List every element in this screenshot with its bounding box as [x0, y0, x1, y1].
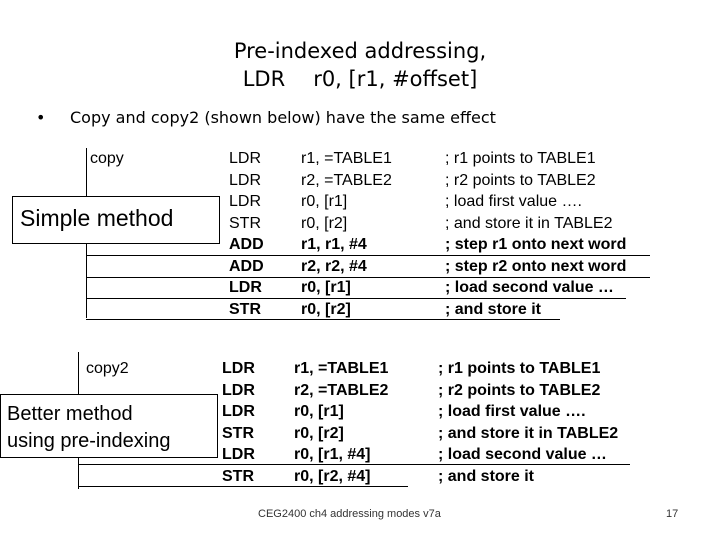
- copy-row-op: STR: [229, 300, 261, 318]
- copy-row-args: r2, r2, #4: [301, 257, 367, 275]
- copy-row-comment: ; load first value ….: [445, 193, 582, 210]
- copy-row-args: r0, [r2]: [301, 214, 348, 232]
- copy2-row-op: STR: [222, 424, 254, 442]
- copy-row-op: ADD: [229, 236, 264, 253]
- copy2-row-comment: ; r2 points to TABLE2: [438, 381, 601, 399]
- copy-row-comment: ; r1 points to TABLE1: [445, 150, 596, 167]
- copy-row-comment: ; r2 points to TABLE2: [445, 171, 596, 189]
- copy-row-comment: ; load second value …: [445, 279, 614, 296]
- bullet-text: Copy and copy2 (shown below) have the same effect: [70, 108, 496, 127]
- page-number: 17: [666, 508, 679, 520]
- footer-text: CEG2400 ch4 addressing modes v7a: [258, 508, 441, 520]
- copy-underline-2: [86, 277, 650, 278]
- copy-label: copy: [90, 150, 124, 167]
- copy-underline-4: [86, 319, 560, 320]
- copy2-row-op: LDR: [222, 360, 255, 377]
- copy-row-args: r1, r1, #4: [301, 236, 367, 253]
- copy-row-op: LDR: [229, 193, 262, 210]
- copy-row-op: LDR: [229, 279, 262, 296]
- copy-row-args: r2, =TABLE2: [301, 171, 392, 189]
- copy2-row-args: r1, =TABLE1: [294, 360, 389, 377]
- copy-row-args: r0, [r1]: [301, 193, 348, 210]
- better-method-label-1: Better method: [7, 403, 133, 425]
- copy2-row-comment: ; r1 points to TABLE1: [438, 360, 601, 377]
- copy2-row-comment: ; load second value …: [438, 446, 607, 463]
- copy2-row-args: r2, =TABLE2: [294, 381, 389, 399]
- copy2-underline-1: [78, 464, 630, 465]
- copy-row-args: r0, [r2]: [301, 300, 351, 318]
- copy2-label: copy2: [86, 360, 129, 377]
- simple-method-box: [12, 196, 220, 244]
- copy2-row-args: r0, [r2, #4]: [294, 467, 371, 485]
- better-method-box: [0, 394, 218, 458]
- copy2-row-comment: ; and store it: [438, 467, 535, 485]
- copy2-row-op: STR: [222, 467, 254, 485]
- copy2-underline-2: [78, 486, 408, 487]
- copy2-row-args: r0, [r1]: [294, 403, 344, 420]
- copy2-row-op: LDR: [222, 446, 255, 463]
- copy-row-op: LDR: [229, 150, 262, 167]
- copy-underline-3: [86, 298, 626, 299]
- simple-method-label: Simple method: [20, 205, 174, 231]
- copy2-row-args: r0, [r2]: [294, 424, 344, 442]
- copy2-row-comment: ; and store it in TABLE2: [438, 424, 619, 442]
- copy-row-comment: ; and store it: [445, 300, 542, 318]
- copy-row-op: LDR: [229, 171, 262, 189]
- copy-row-comment: ; step r2 onto next word: [445, 257, 627, 275]
- slide-title-line1: Pre-indexed addressing,: [233, 39, 487, 63]
- copy-underline-1: [86, 255, 650, 256]
- copy-row-comment: ; step r1 onto next word: [445, 236, 627, 253]
- better-method-label-2: using pre-indexing: [7, 430, 171, 452]
- title-args: r0, [r1, #offset]: [313, 67, 478, 91]
- slide-title-line2: [0, 66, 720, 92]
- title-op: LDR: [242, 67, 286, 91]
- copy-row-op: STR: [229, 214, 261, 232]
- copy-row-op: ADD: [229, 257, 264, 275]
- copy-row-args: r1, =TABLE1: [301, 150, 392, 167]
- copy-row-args: r0, [r1]: [301, 279, 351, 296]
- copy2-row-args: r0, [r1, #4]: [294, 446, 371, 463]
- copy2-row-comment: ; load first value ….: [438, 403, 586, 420]
- bullet-marker: •: [36, 108, 46, 127]
- copy2-row-op: LDR: [222, 381, 255, 399]
- copy-row-comment: ; and store it in TABLE2: [445, 214, 613, 232]
- copy2-row-op: LDR: [222, 403, 255, 420]
